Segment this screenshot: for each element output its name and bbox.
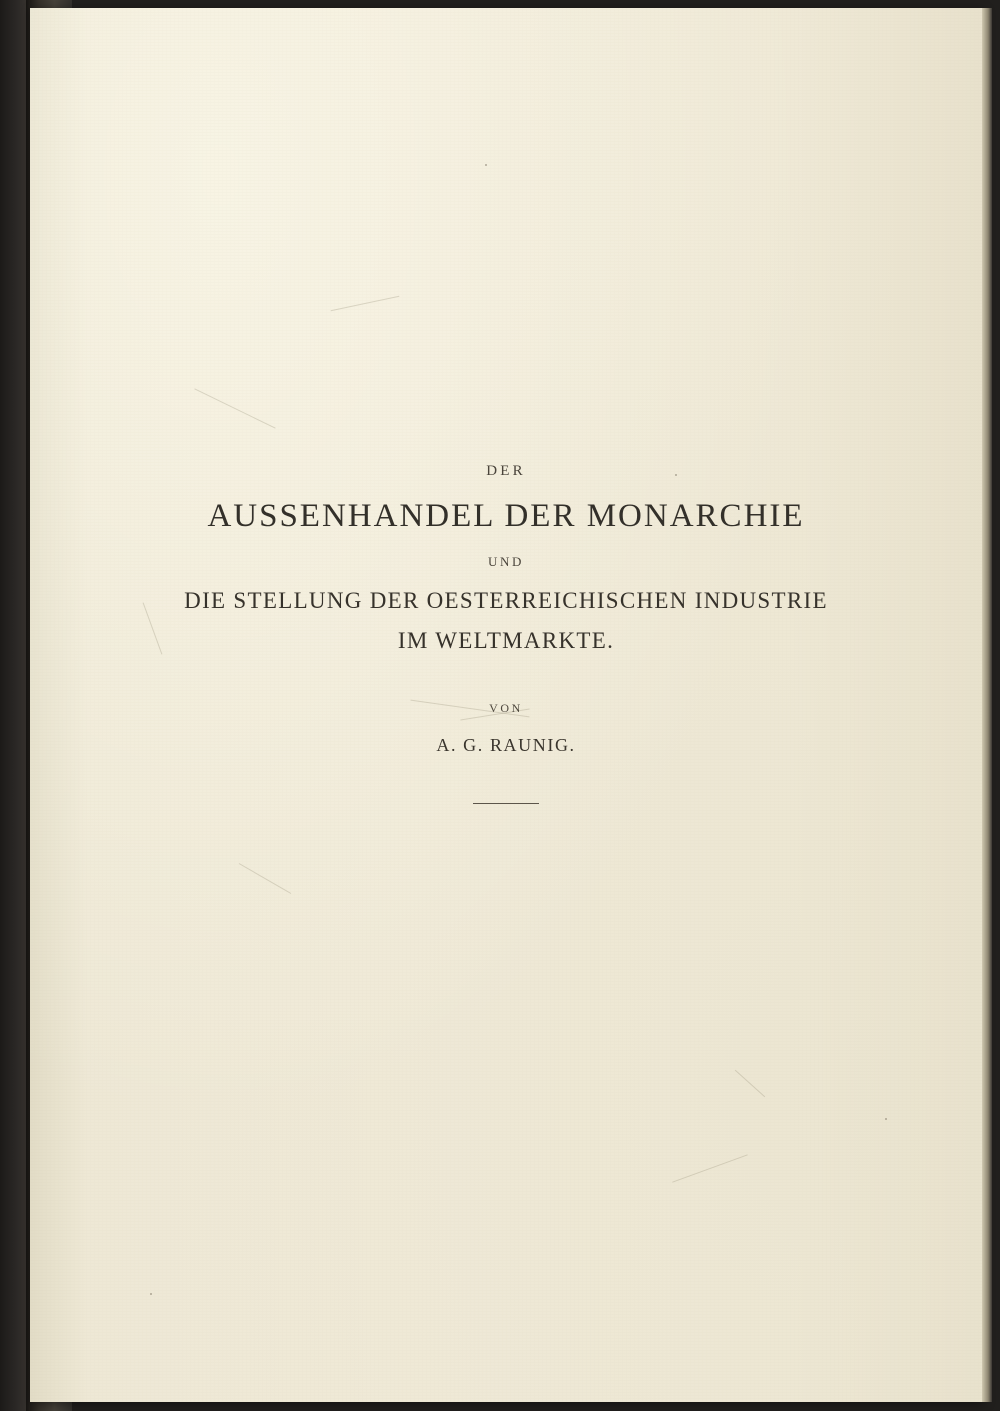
- author-name: A. G. RAUNIG.: [436, 735, 576, 755]
- paper-speck: [485, 164, 487, 166]
- title-line-und: UND: [488, 554, 524, 569]
- paper-fibre-mark: [672, 1154, 748, 1182]
- paper-fibre-mark: [239, 863, 291, 894]
- subtitle-line-1: DIE STELLUNG DER OESTERREICHISCHEN INDUSTRIE: [184, 588, 828, 613]
- horizontal-rule: [473, 803, 539, 804]
- paper-fibre-mark: [735, 1070, 765, 1098]
- byline-label: VON: [489, 701, 523, 715]
- title-block: [30, 463, 982, 804]
- page-sheet: [30, 8, 982, 1402]
- paper-fibre-mark: [331, 296, 400, 312]
- paper-speck: [150, 1293, 152, 1295]
- paper-speck: [885, 1118, 887, 1120]
- page-right-edge: [982, 8, 992, 1402]
- subtitle-line-2: IM WELTMARKTE.: [397, 628, 615, 653]
- title-line-der: DER: [486, 463, 526, 479]
- paper-fibre-mark: [194, 388, 275, 428]
- page-title: AUSSENHANDEL DER MONARCHIE: [207, 498, 805, 534]
